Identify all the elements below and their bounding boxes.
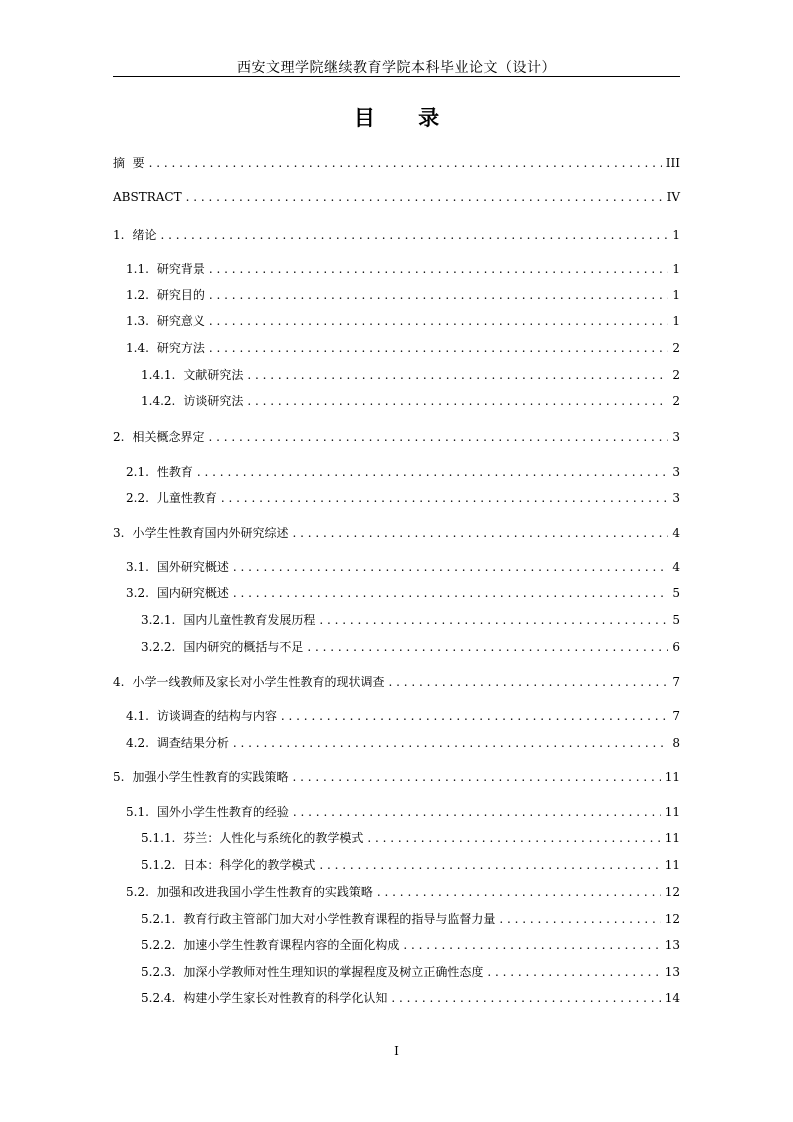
toc-entry-page: 5 (672, 613, 680, 627)
toc-entry-text: 研究意义 (156, 314, 205, 328)
toc-entry[interactable] (113, 154, 680, 171)
toc-entry[interactable] (141, 963, 680, 980)
toc-dot-leader (186, 190, 663, 204)
toc-entry-number: 1.4. (126, 341, 149, 355)
toc-entry-page: III (665, 156, 680, 170)
toc-dot-leader (160, 228, 668, 242)
toc-entry-text: 国内儿童性教育发展历程 (183, 613, 316, 627)
toc-entry-text: 加强和改进我国小学生性教育的实践策略 (156, 885, 373, 899)
toc-entry-page: 2 (672, 368, 680, 382)
toc-entry[interactable] (126, 707, 680, 724)
toc-entry-text: 教育行政主管部门加大对小学性教育课程的指导与监督力量 (183, 912, 496, 926)
toc-entry[interactable] (126, 734, 680, 751)
toc-entry-number: 2.1. (126, 465, 149, 479)
toc-entry-number: 1.4.1. (141, 368, 176, 382)
toc-entry-text: 研究背景 (156, 262, 205, 276)
toc-entry-text: 访谈研究法 (183, 394, 244, 408)
toc-entry-label (126, 312, 205, 329)
toc-entry-label (126, 489, 217, 506)
toc-entry-label (141, 963, 483, 980)
toc-entry-number: 1.3. (126, 314, 149, 328)
toc-entry-page: 11 (664, 831, 680, 845)
toc-entry-page: 2 (672, 341, 680, 355)
toc-dot-leader (319, 858, 660, 872)
toc-entry-text: ABSTRACT (113, 190, 182, 204)
toc-entry[interactable] (113, 768, 680, 785)
toc-entry[interactable] (141, 611, 680, 628)
toc-entry-page: 13 (664, 965, 680, 979)
toc-entry-label (141, 910, 495, 927)
toc-entry-number: 4.1. (126, 709, 149, 723)
toc-entry-label (113, 524, 288, 541)
toc-entry-text: 文献研究法 (183, 368, 244, 382)
toc-entry-page: 12 (664, 885, 680, 899)
table-of-contents (113, 0, 680, 1122)
toc-entry-number: 4. (113, 675, 125, 689)
toc-dot-leader (403, 938, 660, 952)
toc-entry-text: 研究目的 (156, 288, 205, 302)
toc-entry[interactable] (141, 366, 680, 383)
toc-entry-label (141, 856, 315, 873)
toc-dot-leader (319, 613, 668, 627)
toc-entry-number: 3.2.1. (141, 613, 176, 627)
toc-entry-label (141, 638, 303, 655)
toc-entry-text: 小学一线教师及家长对小学生性教育的现状调查 (132, 675, 385, 689)
toc-dot-leader (247, 394, 668, 408)
toc-entry-page: 13 (664, 938, 680, 952)
toc-entry-label (126, 286, 205, 303)
toc-entry-text: 日本：科学化的教学模式 (183, 858, 316, 872)
toc-entry[interactable] (141, 989, 680, 1006)
toc-entry-number: 1.2. (126, 288, 149, 302)
toc-entry-text: 研究方法 (156, 341, 205, 355)
toc-entry-page: 11 (664, 805, 680, 819)
toc-entry-label (141, 366, 243, 383)
toc-dot-leader (367, 831, 660, 845)
toc-entry[interactable] (126, 883, 680, 900)
toc-entry-page: 11 (664, 770, 680, 784)
toc-entry-label (141, 829, 363, 846)
toc-entry[interactable] (141, 638, 680, 655)
toc-dot-leader (292, 770, 660, 784)
toc-entry-number: 2. (113, 430, 125, 444)
toc-entry-text: 国内研究的概括与不足 (183, 640, 304, 654)
toc-entry-text: 小学生性教育国内外研究综述 (132, 526, 289, 540)
toc-entry-text: 儿童性教育 (156, 491, 217, 505)
toc-entry-page: 12 (664, 912, 680, 926)
toc-dot-leader (209, 262, 668, 276)
toc-dot-leader (307, 640, 668, 654)
toc-entry-label (141, 611, 315, 628)
toc-dot-leader (209, 341, 668, 355)
toc-entry[interactable] (141, 392, 680, 409)
toc-dot-leader (388, 675, 668, 689)
toc-entry-label (126, 707, 277, 724)
toc-entry-page: 7 (672, 709, 680, 723)
toc-entry-page: 7 (672, 675, 680, 689)
toc-dot-leader (247, 368, 668, 382)
toc-entry-page: 4 (672, 526, 680, 540)
toc-entry-text: 摘 要 (113, 156, 145, 170)
toc-entry-number: 5.1.1. (141, 831, 176, 845)
toc-entry-text: 构建小学生家长对性教育的科学化认知 (183, 991, 388, 1005)
toc-entry-page: 3 (672, 491, 680, 505)
toc-dot-leader (197, 465, 668, 479)
toc-entry-label (126, 803, 289, 820)
toc-dot-leader (281, 709, 668, 723)
toc-entry-page: 14 (664, 991, 680, 1005)
toc-dot-leader (499, 912, 660, 926)
toc-entry-page: 11 (664, 858, 680, 872)
toc-entry-text: 性教育 (156, 465, 193, 479)
toc-entry-page: 3 (672, 430, 680, 444)
toc-entry-page: 5 (672, 586, 680, 600)
toc-entry-text: 调查结果分析 (156, 736, 229, 750)
toc-entry[interactable] (113, 428, 680, 445)
toc-entry-page: 4 (672, 560, 680, 574)
toc-entry[interactable] (126, 339, 680, 356)
toc-entry-number: 5.2. (126, 885, 149, 899)
toc-dot-leader (209, 288, 668, 302)
toc-entry-text: 芬兰：人性化与系统化的教学模式 (183, 831, 364, 845)
toc-entry[interactable] (126, 558, 680, 575)
toc-entry-text: 国内研究概述 (156, 586, 229, 600)
toc-entry-text: 绪论 (132, 228, 157, 242)
toc-entry-number: 1.1. (126, 262, 149, 276)
toc-entry-number: 3. (113, 526, 125, 540)
toc-dot-leader (391, 991, 660, 1005)
toc-entry-number: 2.2. (126, 491, 149, 505)
toc-dot-leader (208, 430, 668, 444)
toc-entry-page: IV (666, 190, 680, 204)
toc-entry-label (141, 392, 243, 409)
toc-entry-label (126, 260, 205, 277)
toc-entry-label (113, 673, 384, 690)
toc-entry-number: 4.2. (126, 736, 149, 750)
toc-dot-leader (209, 314, 668, 328)
toc-entry-number: 1. (113, 228, 125, 242)
toc-entry[interactable] (141, 829, 680, 846)
toc-entry[interactable] (126, 803, 680, 820)
toc-entry[interactable] (141, 936, 680, 953)
toc-entry-label (113, 768, 288, 785)
toc-entry-label (126, 558, 229, 575)
toc-dot-leader (292, 526, 668, 540)
toc-entry-number: 5.1. (126, 805, 149, 819)
toc-entry-page: 2 (672, 394, 680, 408)
toc-dot-leader (487, 965, 660, 979)
toc-dot-leader (233, 560, 668, 574)
toc-entry[interactable] (126, 312, 680, 329)
toc-entry-label (126, 584, 229, 601)
toc-entry-label (113, 428, 204, 445)
toc-entry[interactable] (126, 584, 680, 601)
toc-dot-leader (149, 156, 662, 170)
toc-entry[interactable] (126, 286, 680, 303)
toc-entry-label (113, 154, 145, 171)
toc-entry-page: 1 (672, 314, 680, 328)
toc-entry-label (141, 936, 399, 953)
toc-entry-page: 1 (672, 228, 680, 242)
toc-entry-text: 加强小学生性教育的实践策略 (132, 770, 289, 784)
toc-entry-label (126, 463, 193, 480)
toc-entry-page: 1 (672, 262, 680, 276)
toc-dot-leader (233, 586, 668, 600)
toc-entry-label (141, 989, 387, 1006)
toc-entry-page: 1 (672, 288, 680, 302)
toc-entry-number: 3.2.2. (141, 640, 176, 654)
page-number: I (394, 1044, 399, 1058)
toc-entry-number: 3.2. (126, 586, 149, 600)
toc-entry-label (113, 226, 156, 243)
toc-entry[interactable] (126, 489, 680, 506)
toc-title: 目 录 (353, 105, 458, 130)
toc-entry[interactable] (113, 673, 680, 690)
toc-dot-leader (233, 736, 668, 750)
toc-dot-leader (221, 491, 668, 505)
toc-entry-number: 5.2.4. (141, 991, 176, 1005)
toc-entry[interactable] (113, 190, 680, 204)
toc-dot-leader (293, 805, 661, 819)
toc-entry-number: 5. (113, 770, 125, 784)
page-header: 西安文理学院继续教育学院本科毕业论文（设计） (237, 60, 556, 76)
toc-dot-leader (377, 885, 661, 899)
toc-entry-number: 5.2.2. (141, 938, 176, 952)
toc-entry-text: 国外小学生性教育的经验 (156, 805, 289, 819)
toc-entry-page: 3 (672, 465, 680, 479)
toc-entry-label (126, 339, 205, 356)
toc-entry[interactable] (141, 856, 680, 873)
toc-entry-number: 5.2.3. (141, 965, 176, 979)
toc-entry-number: 5.2.1. (141, 912, 176, 926)
toc-entry[interactable] (113, 524, 680, 541)
toc-entry[interactable] (126, 260, 680, 277)
toc-entry-label (126, 883, 373, 900)
toc-entry-text: 相关概念界定 (132, 430, 205, 444)
toc-entry-page: 6 (672, 640, 680, 654)
toc-entry-number: 5.1.2. (141, 858, 176, 872)
toc-entry-text: 访谈调查的结构与内容 (156, 709, 277, 723)
toc-entry-text: 加深小学教师对性生理知识的掌握程度及树立正确性态度 (183, 965, 484, 979)
toc-entry-page: 8 (672, 736, 680, 750)
toc-entry[interactable] (113, 226, 680, 243)
toc-entry-text: 加速小学生性教育课程内容的全面化构成 (183, 938, 400, 952)
toc-entry-text: 国外研究概述 (156, 560, 229, 574)
toc-entry-label (126, 734, 229, 751)
toc-entry[interactable] (126, 463, 680, 480)
toc-entry-label (113, 190, 182, 204)
toc-entry-number: 3.1. (126, 560, 149, 574)
toc-entry-number: 1.4.2. (141, 394, 176, 408)
toc-entry[interactable] (141, 910, 680, 927)
